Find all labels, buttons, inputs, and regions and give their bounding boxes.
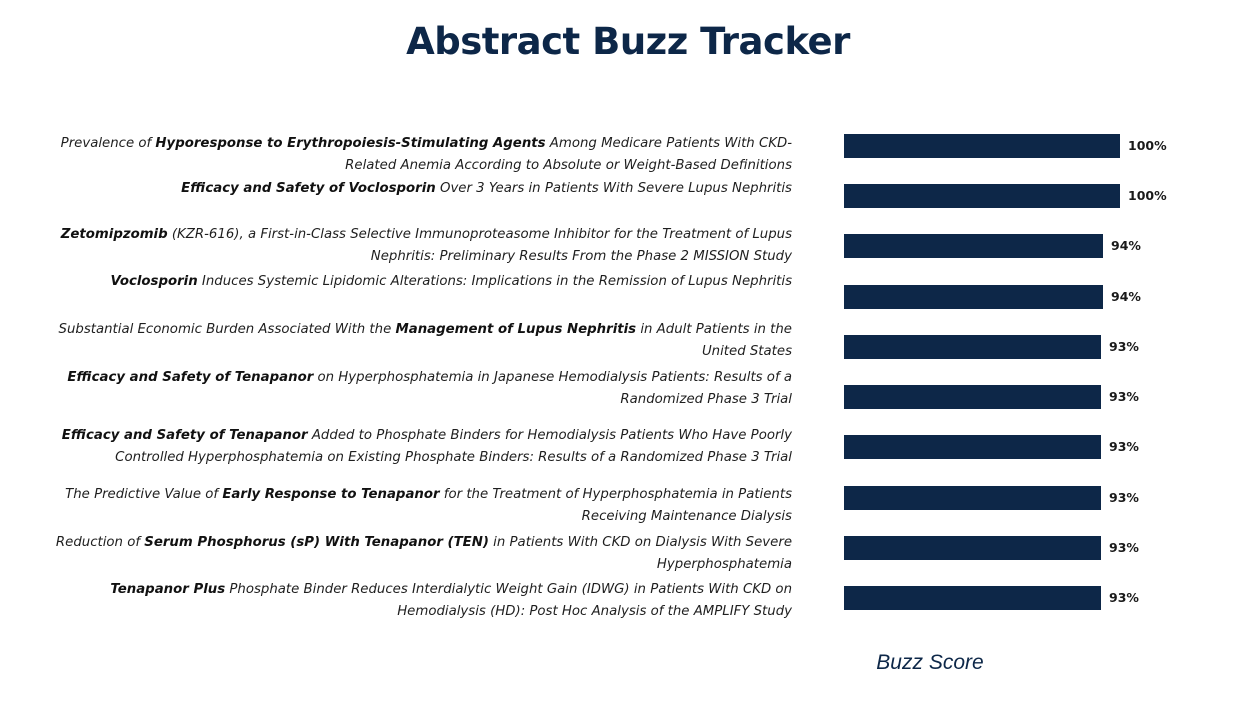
category-label-bold: Serum Phosphorus (sP) With Tenapanor (TEN) xyxy=(144,535,489,550)
category-label-text: Reduction of xyxy=(55,535,145,550)
category-label-text: on Hyperphosphatemia in Japanese Hemodialysis Patients: Results of a Randomized Phase 3 Trial xyxy=(313,370,792,407)
bar xyxy=(844,385,1101,409)
data-label: 94% xyxy=(1111,238,1141,253)
category-label xyxy=(32,425,792,468)
bar xyxy=(844,234,1103,258)
data-label: 93% xyxy=(1109,439,1139,454)
data-label: 93% xyxy=(1109,590,1139,605)
data-label: 93% xyxy=(1109,339,1139,354)
category-label-bold: Tenapanor Plus xyxy=(110,582,226,597)
category-label-bold: Voclosporin xyxy=(110,274,198,289)
bar xyxy=(844,435,1101,459)
data-label: 100% xyxy=(1128,188,1167,203)
category-label-text: Prevalence of xyxy=(60,136,156,151)
data-label: 93% xyxy=(1109,490,1139,505)
data-label: 100% xyxy=(1128,138,1167,153)
category-label xyxy=(32,484,792,527)
category-label xyxy=(32,178,792,200)
bar xyxy=(844,486,1101,510)
data-label: 94% xyxy=(1111,289,1141,304)
category-label xyxy=(32,133,792,176)
bar xyxy=(844,134,1120,158)
category-label-text: The Predictive Value of xyxy=(65,487,223,502)
category-label-text: Phosphate Binder Reduces Interdialytic Weight Gain (IDWG) in Patients With CKD on Hemodialysis (HD): Post Hoc Analysis of the AMPLIFY Study xyxy=(225,582,792,619)
category-label-text: Among Medicare Patients With CKD-Related Anemia According to Absolute or Weight-Based Definitions xyxy=(345,136,792,173)
category-label-text: Substantial Economic Burden Associated With the xyxy=(58,322,396,337)
x-axis-label: Buzz Score xyxy=(876,651,984,674)
category-label-text: in Adult Patients in the United States xyxy=(636,322,792,359)
bar xyxy=(844,586,1101,610)
bar xyxy=(844,536,1101,560)
bar xyxy=(844,184,1120,208)
chart-title: Abstract Buzz Tracker xyxy=(406,20,850,63)
bar xyxy=(844,335,1101,359)
category-label-bold: Early Response to Tenapanor xyxy=(222,487,440,502)
category-label xyxy=(32,367,792,410)
category-label-text: (KZR-616), a First-in-Class Selective Immunoproteasome Inhibitor for the Treatment of Lupus Nephritis: Preliminary Results From the Phase 2 MISSION Study xyxy=(167,227,792,264)
category-label-text: Over 3 Years in Patients With Severe Lupus Nephritis xyxy=(435,181,792,196)
category-label-text: Induces Systemic Lipidomic Alterations: Implications in the Remission of Lupus Nephritis xyxy=(197,274,792,289)
data-label: 93% xyxy=(1109,389,1139,404)
category-label-text: in Patients With CKD on Dialysis With Severe Hyperphosphatemia xyxy=(488,535,792,572)
category-label-bold: Efficacy and Safety of Tenapanor xyxy=(67,370,314,385)
category-label-bold: Efficacy and Safety of Voclosporin xyxy=(181,181,436,196)
category-label-bold: Management of Lupus Nephritis xyxy=(395,322,637,337)
data-label: 93% xyxy=(1109,540,1139,555)
category-label-bold: Zetomipzomib xyxy=(60,227,168,242)
category-label-text: Added to Phosphate Binders for Hemodialysis Patients Who Have Poorly Controlled Hyperphosphatemia on Existing Phosphate Binders: Results of a Randomized Phase 3 Trial xyxy=(115,428,792,465)
category-label xyxy=(32,579,792,622)
category-label xyxy=(32,271,792,293)
category-label-bold: Hyporesponse to Erythropoiesis-Stimulating Agents xyxy=(155,136,546,151)
category-label xyxy=(32,224,792,267)
category-label-bold: Efficacy and Safety of Tenapanor xyxy=(61,428,308,443)
category-label xyxy=(32,319,792,362)
bar xyxy=(844,285,1103,309)
category-label-text: for the Treatment of Hyperphosphatemia in Patients Receiving Maintenance Dialysis xyxy=(439,487,792,524)
category-label xyxy=(32,532,792,575)
